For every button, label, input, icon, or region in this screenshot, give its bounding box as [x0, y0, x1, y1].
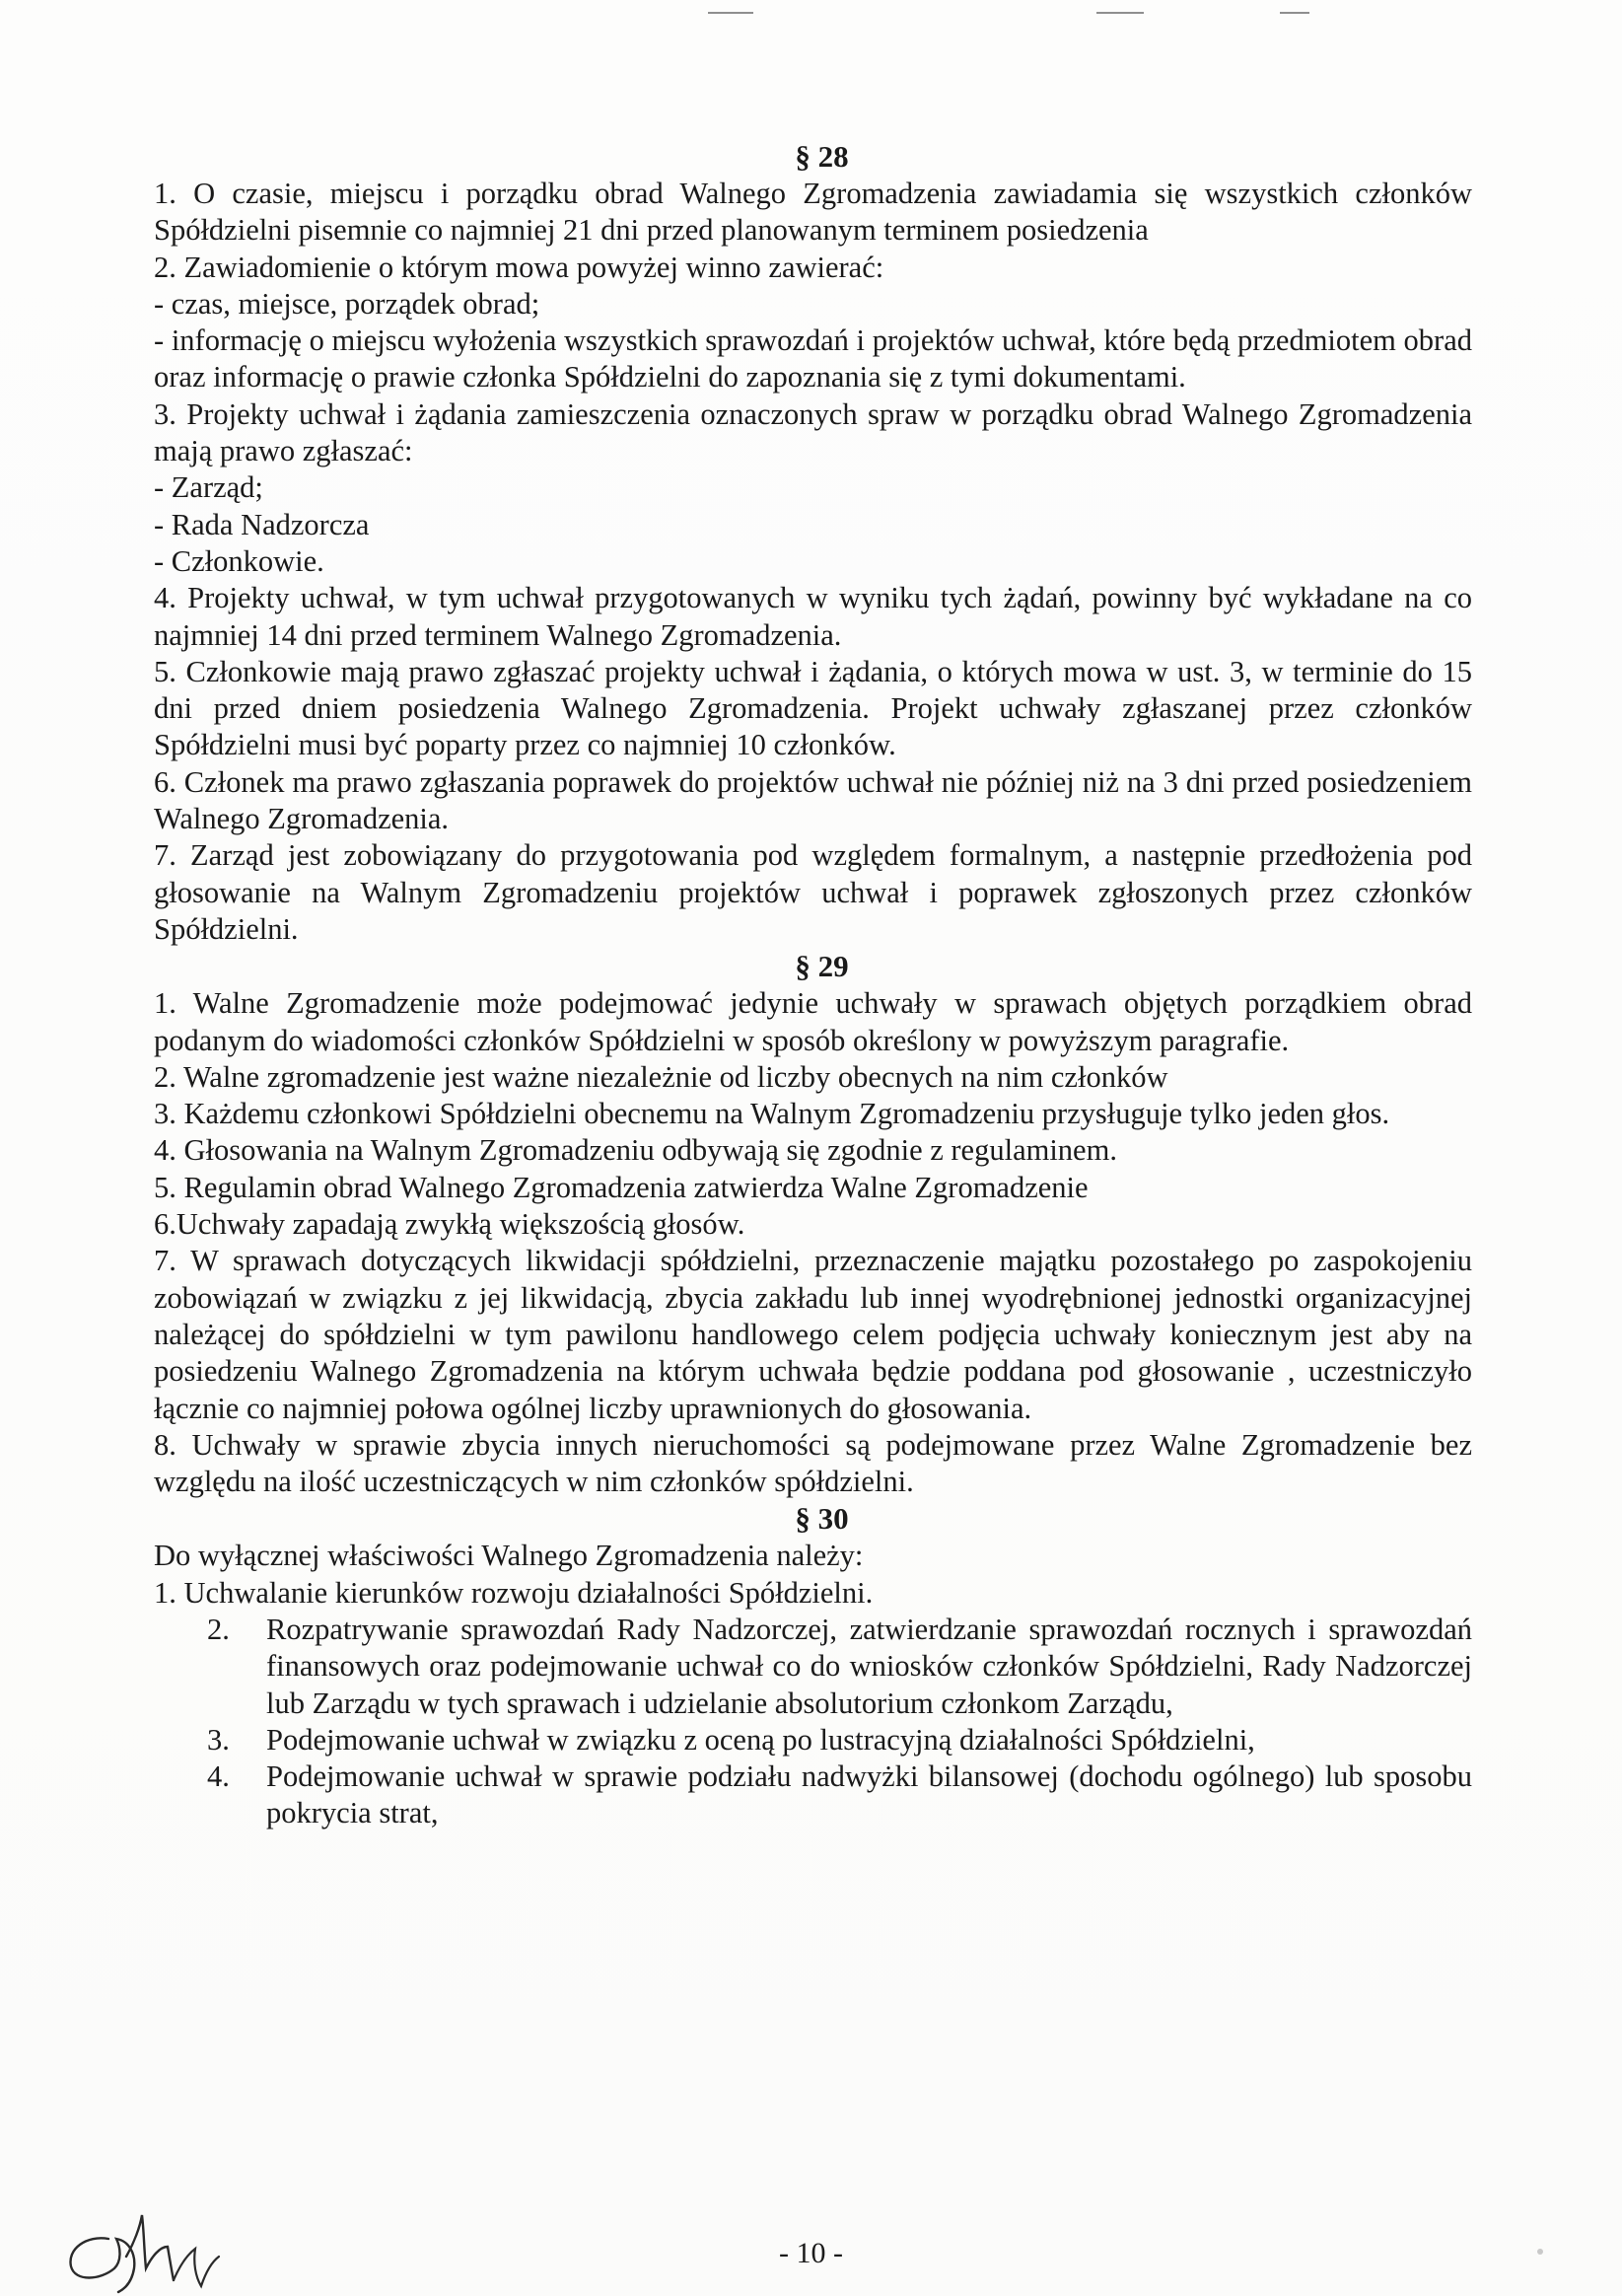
paragraph-29-3: 3. Każdemu członkowi Spółdzielni obecnemu na Walnym Zgromadzeniu przysługuje tylko jeden głos. — [154, 1097, 1390, 1131]
list-item-number: 2. — [207, 1612, 230, 1646]
paragraph-29-4: 4. Głosowania na Walnym Zgromadzeniu odbywają się zgodnie z regulaminem. — [154, 1133, 1117, 1168]
list-item-number: 4. — [207, 1759, 230, 1794]
paragraph-30-item-1: 1. Uchwalanie kierunków rozwoju działalności Spółdzielni. — [154, 1575, 874, 1610]
paragraph-30-intro: Do wyłącznej właściwości Walnego Zgromadzenia należy: — [154, 1539, 864, 1573]
paragraph-28-6: 6. Członek ma prawo zgłaszania poprawek do projektów uchwał nie później niż na 3 dni przed posiedzeniem Walnego Zgromadzenia. — [154, 764, 1472, 836]
paragraph-29-2: 2. Walne zgromadzenie jest ważne niezależnie od liczby obecnych na nim członków — [154, 1059, 1168, 1094]
paragraph-28-4: 4. Projekty uchwał, w tym uchwał przygotowanych w wyniku tych żądań, powinny być wykładane na co najmniej 14 dni przed terminem Walnego Zgromadzenia. — [154, 581, 1472, 652]
paragraph-28-2-item-b: - informację o miejscu wyłożenia wszystkich sprawozdań i projektów uchwał, które będą przedmiotem obrad oraz informację o prawie członka Spółdzielni do zapoznania się z tymi dokumentami. — [154, 323, 1472, 395]
list-item-text: Podejmowanie uchwał w sprawie podziału nadwyżki bilansowej (dochodu ogólnego) lub sposobu pokrycia strat, — [266, 1759, 1472, 1830]
paragraph-29-6: 6.Uchwały zapadają zwykłą większością głosów. — [154, 1207, 745, 1242]
paragraph-28-2-item-a: - czas, miejsce, porządek obrad; — [154, 286, 540, 321]
paragraph-28-1: 1. O czasie, miejscu i porządku obrad Walnego Zgromadzenia zawiadamia się wszystkich członków Spółdzielni pisemnie co najmniej 21 dni przed planowanym terminem posiedzenia — [154, 177, 1472, 248]
list-item-30-4 — [207, 1758, 1472, 1832]
scan-mark — [1096, 12, 1144, 14]
paragraph-28-3-item-a: - Zarząd; — [154, 470, 263, 505]
handwritten-signature — [57, 2178, 254, 2296]
section-heading-29: § 29 — [795, 949, 849, 984]
document-page — [154, 138, 1472, 1832]
scan-mark — [708, 12, 753, 14]
paragraph-29-7: 7. W sprawach dotyczących likwidacji spółdzielni, przeznaczenie majątku pozostałego po zaspokojeniu zobowiązań w związku z jej likwidacją, zbycia zakładu lub innej wyodrębnionej jednostki organizacyjnej należącej do spółdzielni w tym pawilonu handlowego celem podjęcia uchwały koniecznym jest aby na posiedzeniu Walnego Zgromadzenia na którym uchwała będzie poddana pod głosowanie , uczestniczyło łącznie co najmniej połowa ogólnej liczby uprawnionych do głosowania. — [154, 1244, 1472, 1425]
list-item-30-3 — [207, 1722, 1472, 1758]
paragraph-29-5: 5. Regulamin obrad Walnego Zgromadzenia zatwierdza Walne Zgromadzenie — [154, 1170, 1089, 1204]
paragraph-28-2-intro: 2. Zawiadomienie o którym mowa powyżej winno zawierać: — [154, 250, 884, 284]
scan-mark — [1280, 12, 1309, 14]
paragraph-28-3: 3. Projekty uchwał i żądania zamieszczenia oznaczonych spraw w porządku obrad Walnego Zgromadzenia mają prawo zgłaszać: — [154, 396, 1472, 468]
paragraph-28-7: 7. Zarząd jest zobowiązany do przygotowania pod względem formalnym, a następnie przedłożenia pod głosowanie na Walnym Zgromadzeniu projektów uchwał i poprawek zgłoszonych przez członków Spółdzielni. — [154, 838, 1472, 946]
list-item-number: 3. — [207, 1722, 230, 1757]
paragraph-28-5: 5. Członkowie mają prawo zgłaszać projekty uchwał i żądania, o których mowa w ust. 3, w terminie do 15 dni przed dniem posiedzenia Walnego Zgromadzenia. Projekt uchwały zgłaszanej przez członków Spółdzielni musi być poparty przez co najmniej 10 członków. — [154, 654, 1472, 762]
list-item-30-2 — [207, 1612, 1472, 1722]
paragraph-28-3-item-b: - Rada Nadzorcza — [154, 507, 370, 541]
section-heading-30: § 30 — [795, 1501, 849, 1537]
list-item-text: Podejmowanie uchwał w związku z oceną po lustracyjną działalności Spółdzielni, — [266, 1722, 1255, 1757]
paragraph-29-1: 1. Walne Zgromadzenie może podejmować jedynie uchwały w sprawach objętych porządkiem obrad podanym do wiadomości członków Spółdzielni w sposób określony w powyższym paragrafie. — [154, 986, 1472, 1057]
list-item-text: Rozpatrywanie sprawozdań Rady Nadzorczej, zatwierdzanie sprawozdań rocznych i sprawozdań finansowych oraz podejmowanie uchwał co do wniosków członków Spółdzielni, Rady Nadzorczej lub Zarządu w tych sprawach i udzielanie absolutorium członkom Zarządu, — [266, 1612, 1472, 1720]
scan-speck — [1537, 2249, 1543, 2255]
paragraph-29-8: 8. Uchwały w sprawie zbycia innych nieruchomości są podejmowane przez Walne Zgromadzenie bez względu na ilość uczestniczących w nim członków spółdzielni. — [154, 1427, 1472, 1499]
section-heading-28: § 28 — [795, 139, 849, 174]
paragraph-28-3-item-c: - Członkowie. — [154, 543, 324, 578]
page-number: - 10 - — [779, 2237, 843, 2269]
